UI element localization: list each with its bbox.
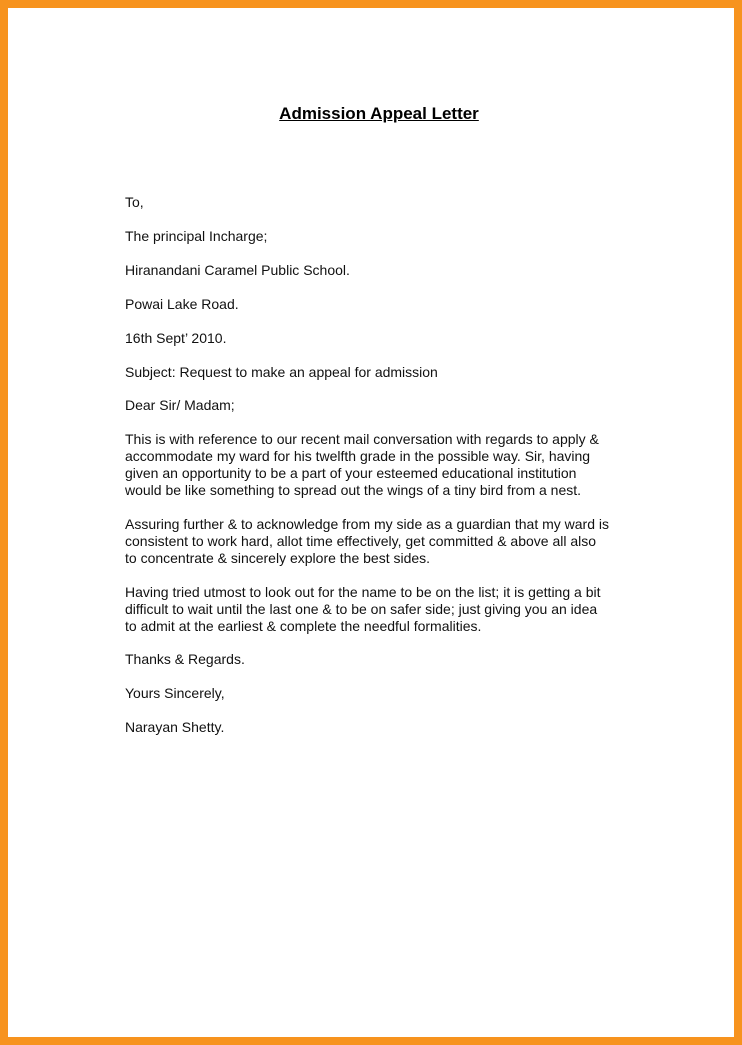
recipient-line: The principal Incharge;	[125, 228, 268, 244]
paragraph-2: Assuring further & to acknowledge from my side as a guardian that my ward is consistent to work hard, allot time effectively, get committed & above all also to concentrate & sincerely explore the best sides.	[125, 516, 609, 566]
letter-title: Admission Appeal Letter	[279, 104, 479, 123]
signature-name: Narayan Shetty.	[125, 719, 225, 735]
school-name: Hiranandani Caramel Public School.	[125, 262, 350, 278]
date-line: 16th Sept’ 2010.	[125, 330, 227, 346]
paragraph-1: This is with reference to our recent mail conversation with regards to apply & accommodate my ward for his twelfth grade in the possible way. Sir, having given an opportunity to be a part of your esteemed educational institution would be like something to spread out the wings of a tiny bird from a nest.	[125, 431, 599, 498]
subject-line: Subject: Request to make an appeal for admission	[125, 364, 438, 380]
paragraph-3: Having tried utmost to look out for the name to be on the list; it is getting a bit difficult to wait until the last one & to be on safer side; just giving you an idea to admit at the earliest & complete the needful formalities.	[125, 584, 601, 634]
thanks-line: Thanks & Regards.	[125, 651, 245, 667]
greeting-line: Dear Sir/ Madam;	[125, 397, 235, 413]
closing-line: Yours Sincerely,	[125, 685, 225, 701]
salutation-to: To,	[125, 194, 144, 210]
address-line: Powai Lake Road.	[125, 296, 239, 312]
